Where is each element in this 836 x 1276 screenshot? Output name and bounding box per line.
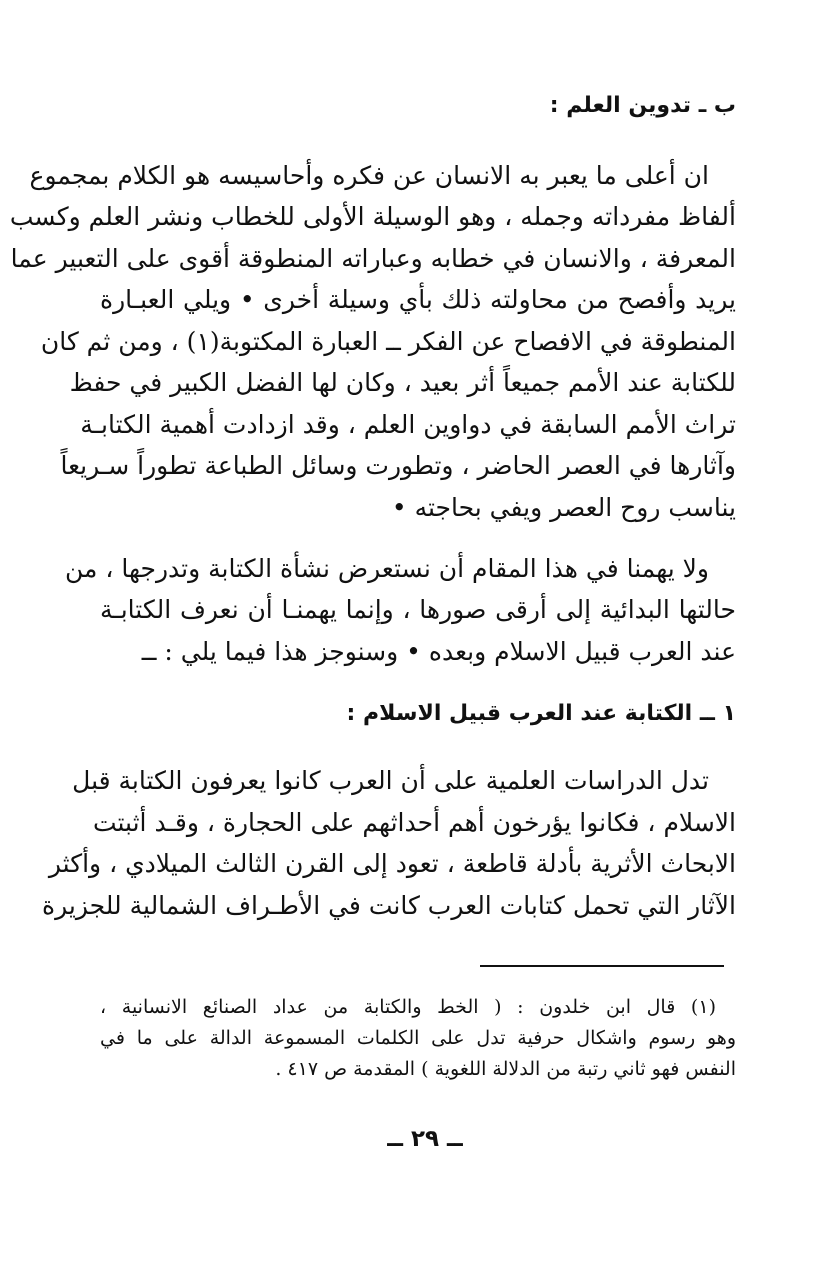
text-line: المعرفة ، والانسان في خطابه وعباراته المنطوقة أقوى على التعبير عما [10, 244, 736, 273]
text-line: ألفاظ مفرداته وجمله ، وهو الوسيلة الأولى للخطاب ونشر العلم وكسب [9, 202, 736, 231]
text-line: ولا يهمنا في هذا المقام أن نستعرض نشأة الكتابة وتدرجها ، من [64, 554, 709, 583]
text-line: تدل الدراسات العلمية على أن العرب كانوا يعرفون الكتابة قبل [72, 766, 709, 795]
footnote-line: النفس فهو ثاني رتبة من الدلالة اللغوية ) المقدمة ص ٤١٧ . [275, 1058, 736, 1080]
text-line: يريد وأفصح من محاولته ذلك بأي وسيلة أخرى • ويلي العبـارة [100, 285, 736, 314]
text-line: للكتابة عند الأمم جميعاً أثر بعيد ، وكان لها الفضل الكبير في حفظ [69, 368, 736, 397]
text-line: يناسب روح العصر ويفي بحاجته • [391, 493, 736, 522]
section-heading-b: ب ـ تدوين العلم : [549, 93, 736, 118]
text-line: حالتها البدائية إلى أرقى صورها ، وإنما يهمنـا أن نعرف الكتابـة [100, 595, 736, 624]
text-line: عند العرب قبيل الاسلام وبعده • وسنوجز هذا فيما يلي : ــ [141, 637, 736, 666]
footnote-line: وهو رسوم واشكال حرفية تدل على الكلمات المسموعة الدالة على ما في [100, 1027, 736, 1049]
footnote-divider [480, 965, 724, 967]
text-line: الابحاث الأثرية بأدلة قاطعة ، تعود إلى القرن الثالث الميلادي ، وأكثر [48, 849, 736, 878]
text-line: ان أعلى ما يعبر به الانسان عن فكره وأحاسيسه هو الكلام بمجموع [29, 161, 709, 190]
text-line: المنطوقة في الافصاح عن الفكر ــ العبارة المكتوبة(١) ، ومن ثم كان [40, 327, 736, 356]
page-number: ــ ٢٩ ــ [387, 1126, 463, 1152]
footnote-line: (١) قال ابن خلدون : ( الخط والكتابة من عداد الصنائع الانسانية ، [100, 996, 716, 1018]
text-line: الاسلام ، فكانوا يؤرخون أهم أحداثهم على الحجارة ، وقـد أثبتت [92, 808, 736, 837]
text-line: تراث الأمم السابقة في دواوين العلم ، وقد ازدادت أهمية الكتابـة [80, 410, 736, 439]
section-heading-1: ١ ــ الكتابة عند العرب قبيل الاسلام : [346, 701, 736, 726]
text-line: وآثارها في العصر الحاضر ، وتطورت وسائل الطباعة تطوراً سـريعاً [60, 451, 736, 480]
text-line: الآثار التي تحمل كتابات العرب كانت في الأطـراف الشمالية للجزيرة [42, 891, 736, 920]
